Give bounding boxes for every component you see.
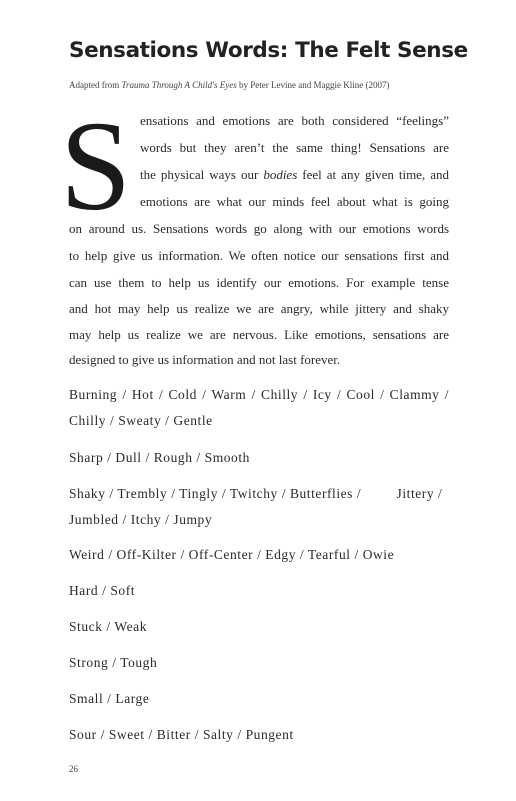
- book-title: Trauma Through A Child's Eyes: [121, 80, 237, 90]
- intro-line-7: can use them to help us identify our emotions. For example tense: [69, 275, 449, 290]
- drop-cap: S: [60, 95, 132, 237]
- intro-line-6: to help give us information. We often notice our sensations first and: [69, 248, 449, 263]
- intro-line-10: designed to give us information and not last forever.: [69, 352, 341, 367]
- intro-line-5: on around us. Sensations words go along with our emotions words: [69, 221, 449, 236]
- word-group-movement-line-1: Shaky / Trembly / Tingly / Twitchy / Butterflies / Jittery /: [69, 486, 443, 501]
- word-group-stuck: Stuck / Weak: [69, 619, 148, 634]
- word-group-temperature-line-1: Burning / Hot / Cold / Warm / Chilly / Icy / Cool / Clammy /: [69, 387, 449, 402]
- attribution-prefix: Adapted from: [69, 80, 122, 90]
- word-group-balance: Weird / Off-Kilter / Off-Center / Edgy / Tearful / Owie: [69, 547, 395, 562]
- word-group-firmness: Hard / Soft: [69, 583, 136, 598]
- word-group-size: Small / Large: [69, 691, 150, 706]
- intro-line-3: [140, 167, 449, 183]
- word-group-strength: Strong / Tough: [69, 655, 158, 670]
- intro-line-8: and hot may help us realize we are angry, while jittery and shaky: [69, 301, 449, 316]
- intro-line-1: ensations and emotions are both considered “feelings”: [140, 113, 449, 128]
- attribution-suffix: by Peter Levine and Maggie Kline (2007): [236, 80, 390, 90]
- intro-line-3-start: the physical ways our: [140, 167, 264, 182]
- intro-line-4: emotions are what our minds feel about what is going: [140, 194, 449, 209]
- page-title: Sensations Words: The Felt Sense: [69, 38, 468, 63]
- intro-line-3-end: feel at any given time, and: [297, 167, 449, 182]
- emphasis-bodies: bodies: [263, 167, 298, 182]
- word-group-texture: Sharp / Dull / Rough / Smooth: [69, 450, 250, 465]
- intro-line-9: may help us realize we are nervous. Like emotions, sensations are: [69, 327, 449, 342]
- page-number: 26: [69, 764, 78, 774]
- word-group-movement-line-2: Jumbled / Itchy / Jumpy: [69, 512, 213, 527]
- word-group-temperature-line-2: Chilly / Sweaty / Gentle: [69, 413, 213, 428]
- attribution-line: [69, 80, 459, 90]
- word-group-taste: Sour / Sweet / Bitter / Salty / Pungent: [69, 727, 294, 742]
- intro-line-2: words but they aren’t the same thing! Sensations are: [140, 140, 449, 155]
